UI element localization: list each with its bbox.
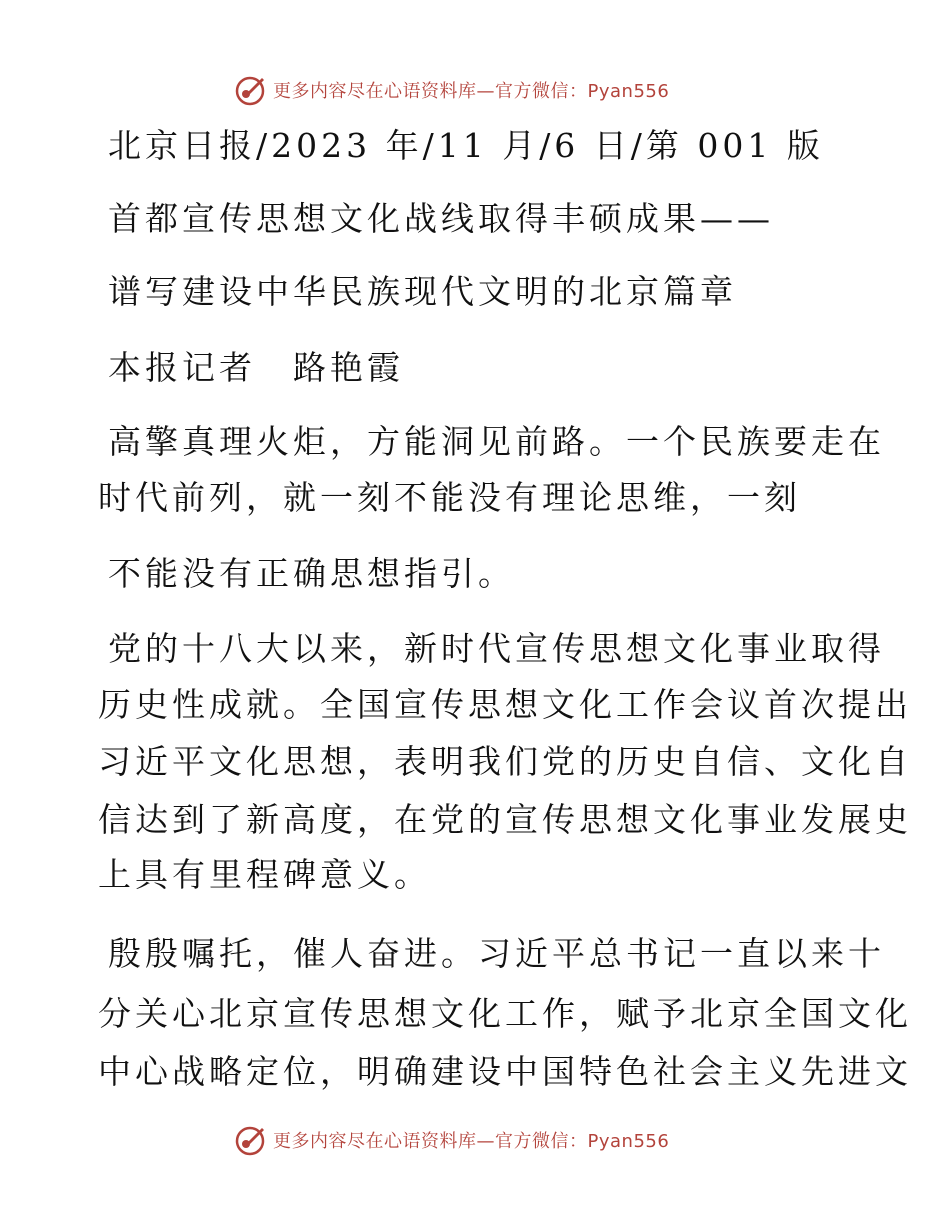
paragraph-line: 不能没有正确思想指引。 [108, 554, 515, 593]
quill-logo-icon [233, 73, 267, 107]
watermark-header [233, 72, 669, 108]
dateline: 北京日报/2023 年/11 月/6 日/第 001 版 [108, 126, 824, 165]
paragraph-line: 时代前列，就一刻不能没有理论思维，一刻 [98, 478, 801, 517]
paragraph-line: 习近平文化思想，表明我们党的历史自信、文化自 [98, 742, 912, 781]
paragraph-line: 信达到了新高度，在党的宣传思想文化事业发展史 [98, 800, 912, 839]
paragraph-line: 上具有里程碑意义。 [98, 855, 431, 894]
paragraph-line: 殷殷嘱托，催人奋进。习近平总书记一直以来十 [108, 934, 885, 973]
paragraph-line: 历史性成就。全国宣传思想文化工作会议首次提出 [98, 685, 912, 724]
watermark-footer [233, 1122, 669, 1158]
headline-line-1: 首都宣传思想文化战线取得丰硕成果—— [108, 199, 774, 238]
paragraph-line: 中心战略定位，明确建设中国特色社会主义先进文 [98, 1052, 912, 1091]
paragraph-line: 党的十八大以来，新时代宣传思想文化事业取得 [108, 629, 885, 668]
headline-line-2: 谱写建设中华民族现代文明的北京篇章 [108, 272, 737, 311]
quill-logo-icon [233, 1123, 267, 1157]
watermark-text: 更多内容尽在心语资料库—官方微信：Pyan556 [273, 81, 670, 102]
watermark-text: 更多内容尽在心语资料库—官方微信：Pyan556 [273, 1131, 670, 1152]
paragraph-line: 分关心北京宣传思想文化工作，赋予北京全国文化 [98, 994, 912, 1033]
byline: 本报记者 路艳霞 [108, 348, 404, 387]
paragraph-line: 高擎真理火炬，方能洞见前路。一个民族要走在 [108, 422, 885, 461]
